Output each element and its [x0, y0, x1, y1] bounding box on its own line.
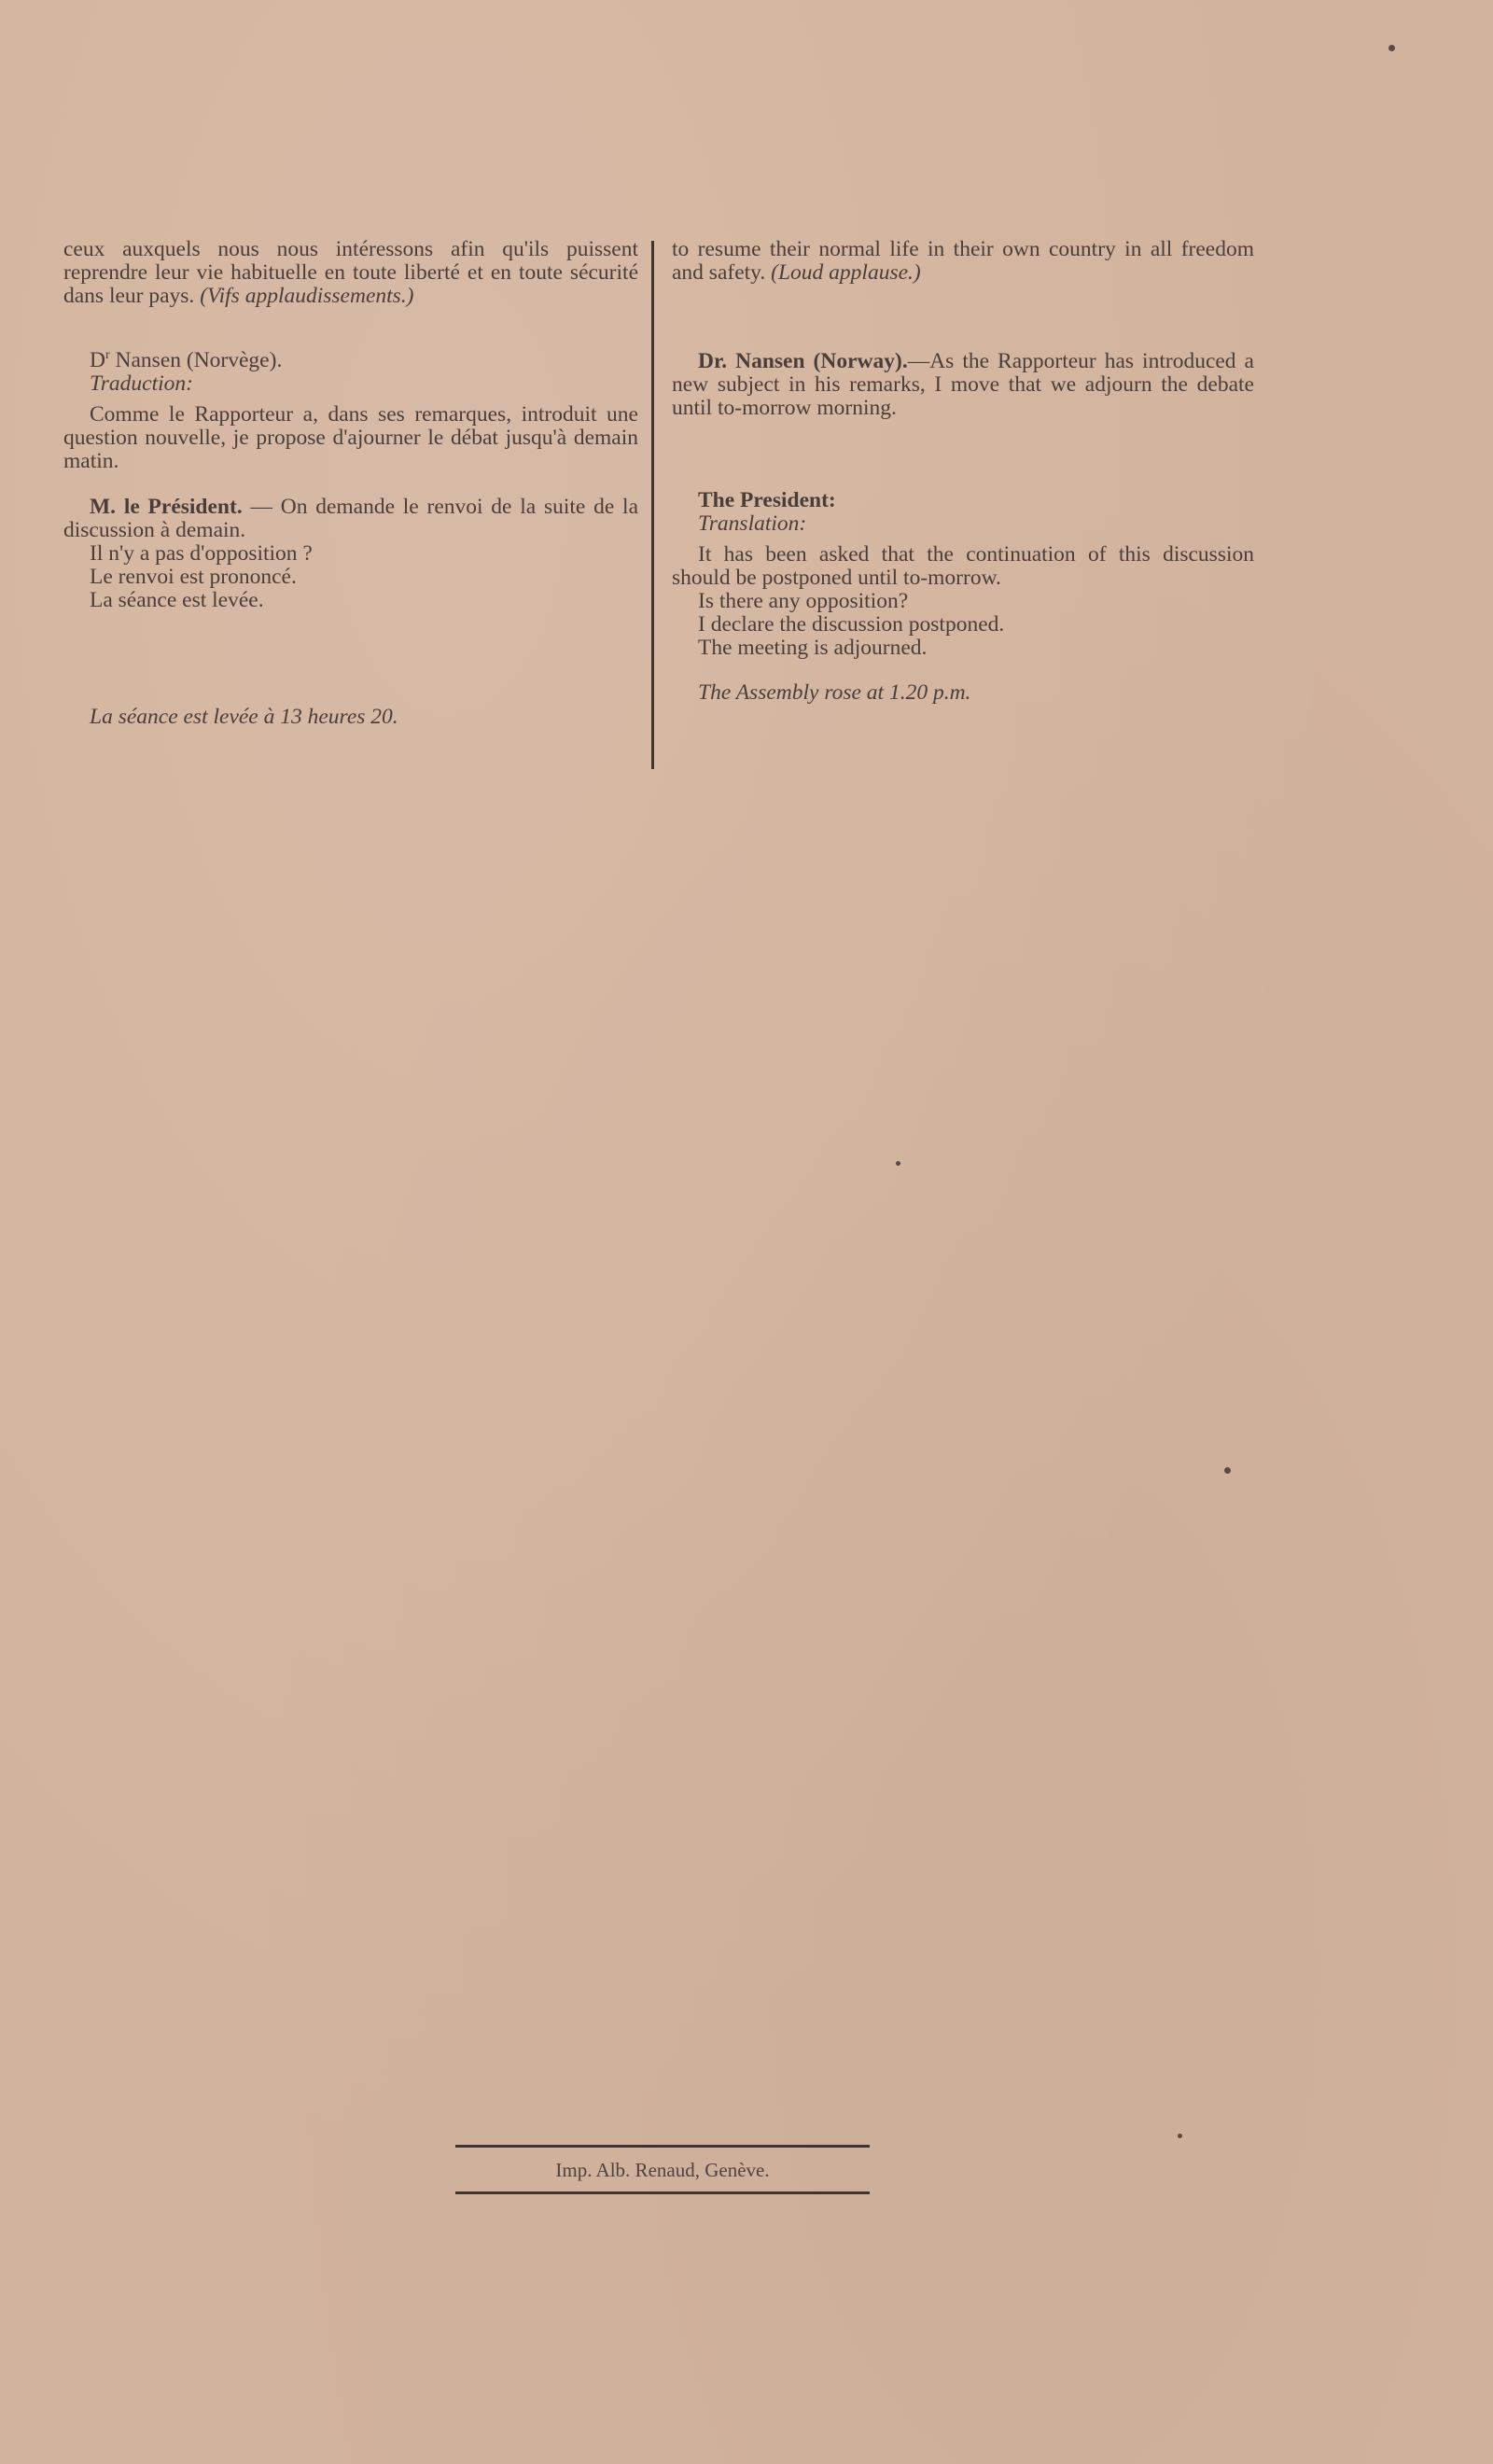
fr-president-speaker: M. le Président.: [90, 495, 243, 519]
fr-applause-note: (Vifs applaudissements.): [200, 284, 414, 308]
en-nansen-speaker: Dr. Nansen (Norway).: [698, 349, 908, 373]
imprint-top-rule: [455, 2145, 870, 2148]
printer-imprint: [455, 2145, 870, 2194]
fr-closing-line: La séance est levée à 13 heures 20.: [90, 705, 398, 729]
fr-line-seance: La séance est levée.: [90, 588, 264, 612]
fr-continuation-paragraph: [63, 238, 638, 308]
fr-nansen-text: Comme le Rapporteur a, dans ses remarques, introduit une question nouvelle, je propose d'ajourner le débat jusqu'à demain matin.: [63, 402, 638, 473]
paper-speck: [1178, 2134, 1182, 2138]
fr-nansen-speaker: $D^r$ Nansen (Norvège).: [90, 348, 283, 372]
paper-speck: [1388, 45, 1395, 51]
en-translation-label: Translation:: [698, 511, 807, 536]
en-applause-note: (Loud applause.): [771, 260, 921, 285]
en-line-postponed: I declare the discussion postponed.: [698, 612, 1005, 637]
column-divider: [651, 241, 654, 769]
en-nansen-paragraph: [672, 350, 1254, 420]
fr-president-paragraph: [63, 496, 638, 542]
en-continuation-text: to resume their normal life in their own country in all freedom and safety.: [672, 237, 1254, 285]
fr-traduction-label: Traduction:: [90, 371, 193, 396]
english-column: [672, 238, 1254, 705]
fr-president-text: — On demande le renvoi de la suite de la discussion à demain.: [63, 495, 638, 542]
fr-line-opposition: Il n'y a pas d'opposition ?: [90, 541, 313, 566]
imprint-text: Imp. Alb. Renaud, Genève.: [555, 2159, 770, 2181]
en-line-opposition: Is there any opposition?: [698, 589, 909, 613]
en-closing-line: The Assembly rose at 1.20 p.m.: [698, 680, 971, 705]
fr-line-renvoi: Le renvoi est prononcé.: [90, 565, 297, 589]
imprint-bottom-rule: [455, 2191, 870, 2194]
en-nansen-text: —As the Rapporteur has introduced a new subject in his remarks, I move that we adjourn the debate until to-morrow morning.: [672, 349, 1254, 420]
fr-continuation-text: ceux auxquels nous nous intéressons afin qu'ils puissent reprendre leur vie habituelle en toute liberté et en toute sécurité dans leur pays.: [63, 237, 638, 308]
en-president-text: It has been asked that the continuation of this discussion should be postponed until to-morrow.: [672, 542, 1254, 590]
paper-speck: [896, 1161, 900, 1166]
en-continuation-paragraph: [672, 238, 1254, 285]
en-line-adjourned: The meeting is adjourned.: [698, 636, 928, 660]
paper-speck: [1224, 1467, 1231, 1474]
french-column: [63, 238, 638, 729]
en-president-speaker: The President:: [698, 488, 836, 512]
